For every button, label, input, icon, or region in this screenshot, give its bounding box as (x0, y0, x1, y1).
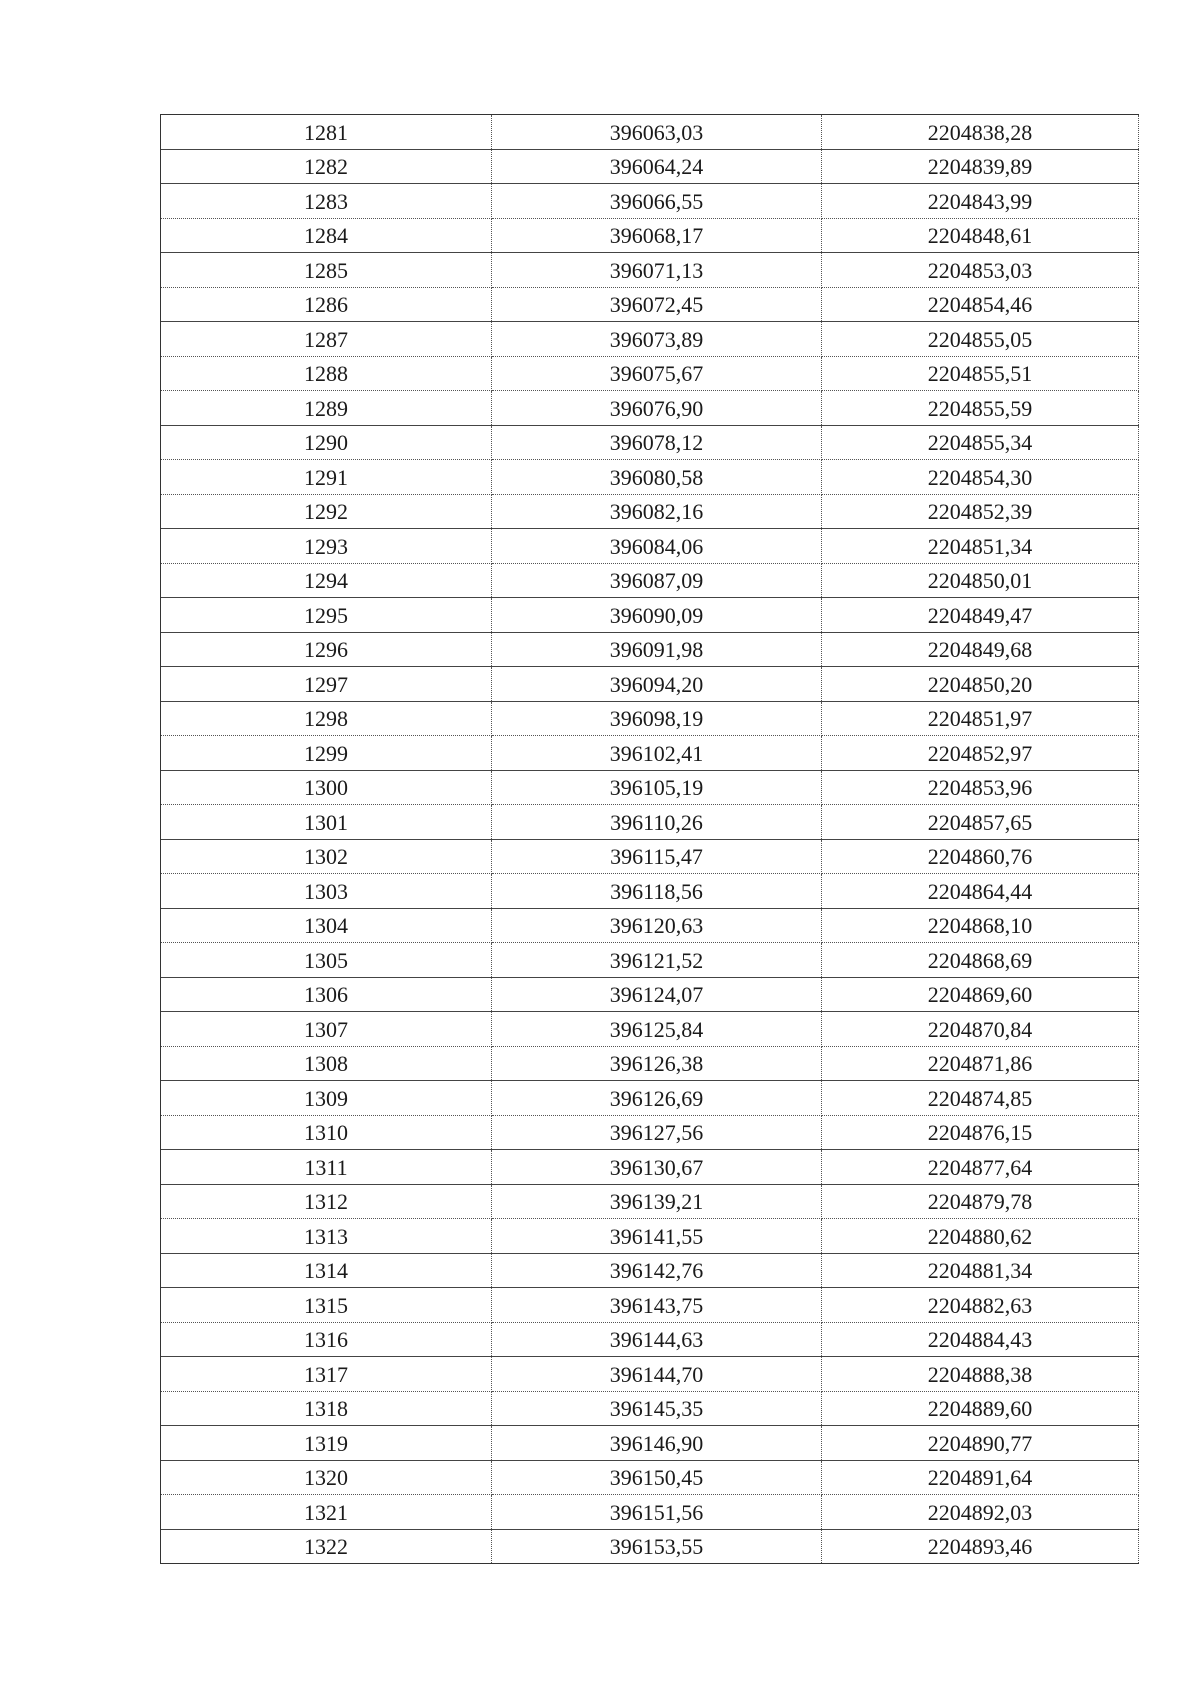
x-coordinate-cell: 396071,13 (492, 253, 822, 288)
table-row (161, 770, 1139, 805)
point-number-cell: 1286 (161, 287, 492, 322)
x-coordinate-cell: 396063,03 (492, 115, 822, 150)
y-coordinate-cell: 2204857,65 (822, 805, 1139, 840)
table-row (161, 287, 1139, 322)
point-number-cell: 1311 (161, 1150, 492, 1185)
point-number-cell: 1318 (161, 1391, 492, 1426)
table-row (161, 1529, 1139, 1564)
y-coordinate-cell: 2204855,51 (822, 356, 1139, 391)
table-row (161, 149, 1139, 184)
table-row (161, 1288, 1139, 1323)
table-row (161, 977, 1139, 1012)
y-coordinate-cell: 2204854,46 (822, 287, 1139, 322)
y-coordinate-cell: 2204849,47 (822, 598, 1139, 633)
table-row (161, 667, 1139, 702)
table-row (161, 425, 1139, 460)
table-row (161, 874, 1139, 909)
point-number-cell: 1282 (161, 149, 492, 184)
x-coordinate-cell: 396153,55 (492, 1529, 822, 1564)
point-number-cell: 1305 (161, 943, 492, 978)
table-row (161, 1495, 1139, 1530)
y-coordinate-cell: 2204868,10 (822, 908, 1139, 943)
x-coordinate-cell: 396130,67 (492, 1150, 822, 1185)
point-number-cell: 1312 (161, 1184, 492, 1219)
y-coordinate-cell: 2204871,86 (822, 1046, 1139, 1081)
x-coordinate-cell: 396139,21 (492, 1184, 822, 1219)
y-coordinate-cell: 2204864,44 (822, 874, 1139, 909)
x-coordinate-cell: 396073,89 (492, 322, 822, 357)
point-number-cell: 1313 (161, 1219, 492, 1254)
table-row (161, 253, 1139, 288)
table-row (161, 839, 1139, 874)
x-coordinate-cell: 396146,90 (492, 1426, 822, 1461)
y-coordinate-cell: 2204850,01 (822, 563, 1139, 598)
y-coordinate-cell: 2204853,96 (822, 770, 1139, 805)
x-coordinate-cell: 396145,35 (492, 1391, 822, 1426)
x-coordinate-cell: 396144,63 (492, 1322, 822, 1357)
point-number-cell: 1301 (161, 805, 492, 840)
table-row (161, 1322, 1139, 1357)
table-row (161, 632, 1139, 667)
point-number-cell: 1292 (161, 494, 492, 529)
y-coordinate-cell: 2204884,43 (822, 1322, 1139, 1357)
x-coordinate-cell: 396094,20 (492, 667, 822, 702)
x-coordinate-cell: 396126,69 (492, 1081, 822, 1116)
table-row (161, 1426, 1139, 1461)
point-number-cell: 1299 (161, 736, 492, 771)
point-number-cell: 1295 (161, 598, 492, 633)
x-coordinate-cell: 396078,12 (492, 425, 822, 460)
x-coordinate-cell: 396064,24 (492, 149, 822, 184)
table-row (161, 1046, 1139, 1081)
y-coordinate-cell: 2204868,69 (822, 943, 1139, 978)
point-number-cell: 1317 (161, 1357, 492, 1392)
y-coordinate-cell: 2204877,64 (822, 1150, 1139, 1185)
point-number-cell: 1309 (161, 1081, 492, 1116)
point-number-cell: 1298 (161, 701, 492, 736)
table-row (161, 1012, 1139, 1047)
x-coordinate-cell: 396143,75 (492, 1288, 822, 1323)
table-row (161, 563, 1139, 598)
x-coordinate-cell: 396080,58 (492, 460, 822, 495)
y-coordinate-cell: 2204888,38 (822, 1357, 1139, 1392)
point-number-cell: 1322 (161, 1529, 492, 1564)
table-row (161, 908, 1139, 943)
y-coordinate-cell: 2204852,39 (822, 494, 1139, 529)
point-number-cell: 1302 (161, 839, 492, 874)
x-coordinate-cell: 396125,84 (492, 1012, 822, 1047)
x-coordinate-cell: 396068,17 (492, 218, 822, 253)
x-coordinate-cell: 396121,52 (492, 943, 822, 978)
point-number-cell: 1306 (161, 977, 492, 1012)
point-number-cell: 1303 (161, 874, 492, 909)
x-coordinate-cell: 396076,90 (492, 391, 822, 426)
point-number-cell: 1307 (161, 1012, 492, 1047)
table-row (161, 1253, 1139, 1288)
table-row (161, 701, 1139, 736)
point-number-cell: 1290 (161, 425, 492, 460)
point-number-cell: 1289 (161, 391, 492, 426)
y-coordinate-cell: 2204839,89 (822, 149, 1139, 184)
point-number-cell: 1283 (161, 184, 492, 219)
y-coordinate-cell: 2204855,59 (822, 391, 1139, 426)
point-number-cell: 1284 (161, 218, 492, 253)
y-coordinate-cell: 2204874,85 (822, 1081, 1139, 1116)
table-row (161, 322, 1139, 357)
x-coordinate-cell: 396150,45 (492, 1460, 822, 1495)
point-number-cell: 1296 (161, 632, 492, 667)
x-coordinate-cell: 396118,56 (492, 874, 822, 909)
x-coordinate-cell: 396142,76 (492, 1253, 822, 1288)
table-row (161, 1081, 1139, 1116)
table-row (161, 460, 1139, 495)
table-row (161, 1460, 1139, 1495)
y-coordinate-cell: 2204852,97 (822, 736, 1139, 771)
x-coordinate-cell: 396084,06 (492, 529, 822, 564)
point-number-cell: 1288 (161, 356, 492, 391)
table-row (161, 1184, 1139, 1219)
y-coordinate-cell: 2204854,30 (822, 460, 1139, 495)
point-number-cell: 1285 (161, 253, 492, 288)
point-number-cell: 1315 (161, 1288, 492, 1323)
y-coordinate-cell: 2204892,03 (822, 1495, 1139, 1530)
table-row (161, 1391, 1139, 1426)
point-number-cell: 1294 (161, 563, 492, 598)
point-number-cell: 1287 (161, 322, 492, 357)
x-coordinate-cell: 396124,07 (492, 977, 822, 1012)
table-row (161, 1150, 1139, 1185)
x-coordinate-cell: 396075,67 (492, 356, 822, 391)
y-coordinate-cell: 2204870,84 (822, 1012, 1139, 1047)
x-coordinate-cell: 396151,56 (492, 1495, 822, 1530)
y-coordinate-cell: 2204891,64 (822, 1460, 1139, 1495)
table-row (161, 598, 1139, 633)
point-number-cell: 1314 (161, 1253, 492, 1288)
x-coordinate-cell: 396115,47 (492, 839, 822, 874)
point-number-cell: 1319 (161, 1426, 492, 1461)
y-coordinate-cell: 2204876,15 (822, 1115, 1139, 1150)
point-number-cell: 1291 (161, 460, 492, 495)
point-number-cell: 1297 (161, 667, 492, 702)
y-coordinate-cell: 2204853,03 (822, 253, 1139, 288)
x-coordinate-cell: 396144,70 (492, 1357, 822, 1392)
table-row (161, 356, 1139, 391)
table-row (161, 736, 1139, 771)
table-row (161, 391, 1139, 426)
y-coordinate-cell: 2204849,68 (822, 632, 1139, 667)
y-coordinate-cell: 2204855,05 (822, 322, 1139, 357)
point-number-cell: 1300 (161, 770, 492, 805)
y-coordinate-cell: 2204855,34 (822, 425, 1139, 460)
point-number-cell: 1316 (161, 1322, 492, 1357)
x-coordinate-cell: 396072,45 (492, 287, 822, 322)
point-number-cell: 1308 (161, 1046, 492, 1081)
y-coordinate-cell: 2204869,60 (822, 977, 1139, 1012)
x-coordinate-cell: 396102,41 (492, 736, 822, 771)
x-coordinate-cell: 396105,19 (492, 770, 822, 805)
y-coordinate-cell: 2204890,77 (822, 1426, 1139, 1461)
x-coordinate-cell: 396090,09 (492, 598, 822, 633)
y-coordinate-cell: 2204851,97 (822, 701, 1139, 736)
y-coordinate-cell: 2204880,62 (822, 1219, 1139, 1254)
coordinates-table-body (161, 115, 1139, 1564)
y-coordinate-cell: 2204838,28 (822, 115, 1139, 150)
y-coordinate-cell: 2204848,61 (822, 218, 1139, 253)
y-coordinate-cell: 2204860,76 (822, 839, 1139, 874)
y-coordinate-cell: 2204889,60 (822, 1391, 1139, 1426)
table-row (161, 184, 1139, 219)
x-coordinate-cell: 396066,55 (492, 184, 822, 219)
x-coordinate-cell: 396091,98 (492, 632, 822, 667)
point-number-cell: 1304 (161, 908, 492, 943)
x-coordinate-cell: 396126,38 (492, 1046, 822, 1081)
table-row (161, 805, 1139, 840)
point-number-cell: 1321 (161, 1495, 492, 1530)
point-number-cell: 1320 (161, 1460, 492, 1495)
point-number-cell: 1293 (161, 529, 492, 564)
x-coordinate-cell: 396141,55 (492, 1219, 822, 1254)
table-row (161, 943, 1139, 978)
point-number-cell: 1281 (161, 115, 492, 150)
coordinates-table (160, 114, 1139, 1564)
x-coordinate-cell: 396110,26 (492, 805, 822, 840)
y-coordinate-cell: 2204881,34 (822, 1253, 1139, 1288)
y-coordinate-cell: 2204879,78 (822, 1184, 1139, 1219)
table-row (161, 1219, 1139, 1254)
y-coordinate-cell: 2204843,99 (822, 184, 1139, 219)
y-coordinate-cell: 2204851,34 (822, 529, 1139, 564)
x-coordinate-cell: 396087,09 (492, 563, 822, 598)
x-coordinate-cell: 396082,16 (492, 494, 822, 529)
table-row (161, 218, 1139, 253)
table-row (161, 1115, 1139, 1150)
table-row (161, 1357, 1139, 1392)
x-coordinate-cell: 396127,56 (492, 1115, 822, 1150)
point-number-cell: 1310 (161, 1115, 492, 1150)
y-coordinate-cell: 2204882,63 (822, 1288, 1139, 1323)
y-coordinate-cell: 2204850,20 (822, 667, 1139, 702)
table-row (161, 115, 1139, 150)
table-row (161, 529, 1139, 564)
table-row (161, 494, 1139, 529)
x-coordinate-cell: 396098,19 (492, 701, 822, 736)
y-coordinate-cell: 2204893,46 (822, 1529, 1139, 1564)
x-coordinate-cell: 396120,63 (492, 908, 822, 943)
